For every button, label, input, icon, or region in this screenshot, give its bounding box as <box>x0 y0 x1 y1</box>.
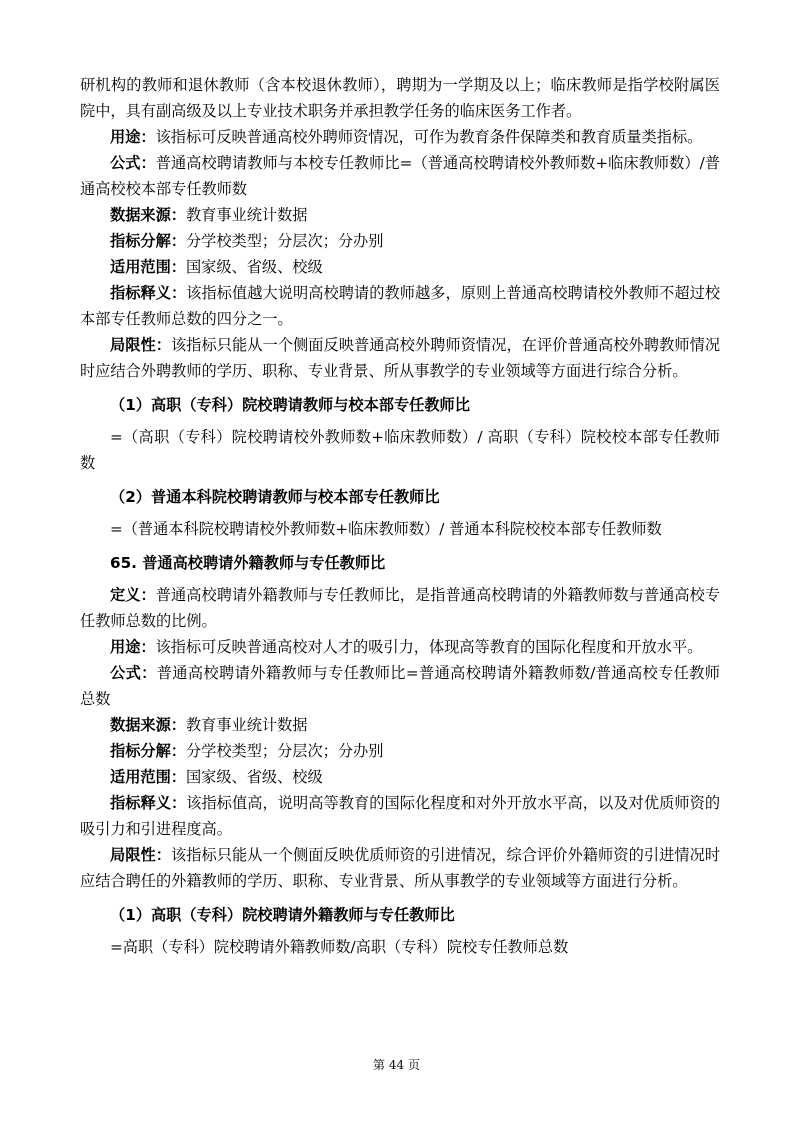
scope-paragraph <box>80 254 720 280</box>
subsection-formula <box>80 516 720 542</box>
limit-label: 局限性： <box>110 846 172 864</box>
breakdown-text: 分学校类型；分层次；分办别 <box>185 232 384 250</box>
document-body <box>80 72 720 960</box>
subsection-formula <box>80 934 720 960</box>
explain-paragraph <box>80 790 720 842</box>
formula-label: 公式： <box>110 664 157 682</box>
formula-text: 普通高校聘请外籍教师与专任教师比=普通高校聘请外籍教师数/普通高校专任教师总数 <box>80 664 720 708</box>
breakdown-paragraph <box>80 228 720 254</box>
formula-text: 普通高校聘请教师与本校专任教师比=（普通高校聘请校外教师数+临床教师数）/普通高校校本部专任教师数 <box>80 154 721 198</box>
explain-label: 指标释义： <box>110 794 187 812</box>
limit-text: 该指标只能从一个侧面反映优质师资的引进情况，综合评价外籍师资的引进情况时应结合聘任的外籍教师的学历、职称、专业背景、所从事教学的专业领域等方面进行分析。 <box>80 846 721 890</box>
explain-paragraph <box>80 280 720 332</box>
breakdown-label: 指标分解： <box>110 742 186 760</box>
source-text: 教育事业统计数据 <box>185 716 308 734</box>
usage-paragraph <box>80 634 720 660</box>
scope-text: 国家级、省级、校级 <box>185 768 323 786</box>
formula-paragraph <box>80 660 720 712</box>
explain-label: 指标释义： <box>110 284 187 302</box>
scope-label: 适用范围： <box>110 258 186 276</box>
subsection-formula-text: =（高职（专科）院校聘请校外教师数+临床教师数）/ 高职（专科）院校校本部专任教师数 <box>80 428 720 472</box>
limit-paragraph <box>80 332 720 384</box>
scope-paragraph <box>80 764 720 790</box>
source-text: 教育事业统计数据 <box>185 206 308 224</box>
usage-text: 该指标可反映普通高校外聘师资情况，可作为教育条件保障类和教育质量类指标。 <box>155 128 703 146</box>
limit-paragraph <box>80 842 720 894</box>
source-paragraph <box>80 202 720 228</box>
scope-text: 国家级、省级、校级 <box>185 258 323 276</box>
usage-paragraph <box>80 124 720 150</box>
usage-label: 用途： <box>110 638 156 656</box>
page-number: 第 44 页 <box>373 1058 420 1072</box>
intro-paragraph: 研机构的教师和退休教师（含本校退休教师），聘期为一学期及以上；临床教师是指学校附属医院中，具有副高级及以上专业技术职务并承担教学任务的临床医务工作者。 <box>80 76 720 120</box>
subsection-title: （2）普通本科院校聘请教师与校本部专任教师比 <box>110 488 440 506</box>
explain-text: 该指标值越大说明高校聘请的教师越多，原则上普通高校聘请校外教师不超过校本部专任教师总数的四分之一。 <box>80 284 721 328</box>
formula-paragraph <box>80 150 720 202</box>
section-heading: 65. 普通高校聘请外籍教师与专任教师比 <box>110 554 386 572</box>
subsection-title: （1）高职（专科）院校聘请教师与校本部专任教师比 <box>110 396 470 414</box>
subsection-title: （1）高职（专科）院校聘请外籍教师与专任教师比 <box>110 906 455 924</box>
explain-text: 该指标值高，说明高等教育的国际化程度和对外开放水平高，以及对优质师资的吸引力和引进程度高。 <box>80 794 721 838</box>
formula-label: 公式： <box>110 154 156 172</box>
source-label: 数据来源： <box>110 206 186 224</box>
subsection-formula <box>80 424 720 476</box>
limit-text: 该指标只能从一个侧面反映普通高校外聘师资情况，在评价普通高校外聘教师情况时应结合外聘教师的学历、职称、专业背景、所从事教学的专业领域等方面进行综合分析。 <box>80 336 721 380</box>
usage-label: 用途： <box>110 128 156 146</box>
breakdown-paragraph <box>80 738 720 764</box>
definition-text: 普通高校聘请外籍教师与专任教师比，是指普通高校聘请的外籍教师数与普通高校专任教师总数的比例。 <box>80 586 721 630</box>
breakdown-label: 指标分解： <box>110 232 186 250</box>
source-label: 数据来源： <box>110 716 186 734</box>
breakdown-text: 分学校类型；分层次；分办别 <box>185 742 384 760</box>
usage-text: 该指标可反映普通高校对人才的吸引力，体现高等教育的国际化程度和开放水平。 <box>155 638 703 656</box>
limit-label: 局限性： <box>110 336 172 354</box>
definition-paragraph <box>80 582 720 634</box>
subsection-formula-text: =（普通本科院校聘请校外教师数+临床教师数）/ 普通本科院校校本部专任教师数 <box>110 520 662 538</box>
definition-label: 定义： <box>110 586 156 604</box>
source-paragraph <box>80 712 720 738</box>
scope-label: 适用范围： <box>110 768 186 786</box>
subsection-formula-text: =高职（专科）院校聘请外籍教师数/高职（专科）院校专任教师总数 <box>110 938 569 956</box>
